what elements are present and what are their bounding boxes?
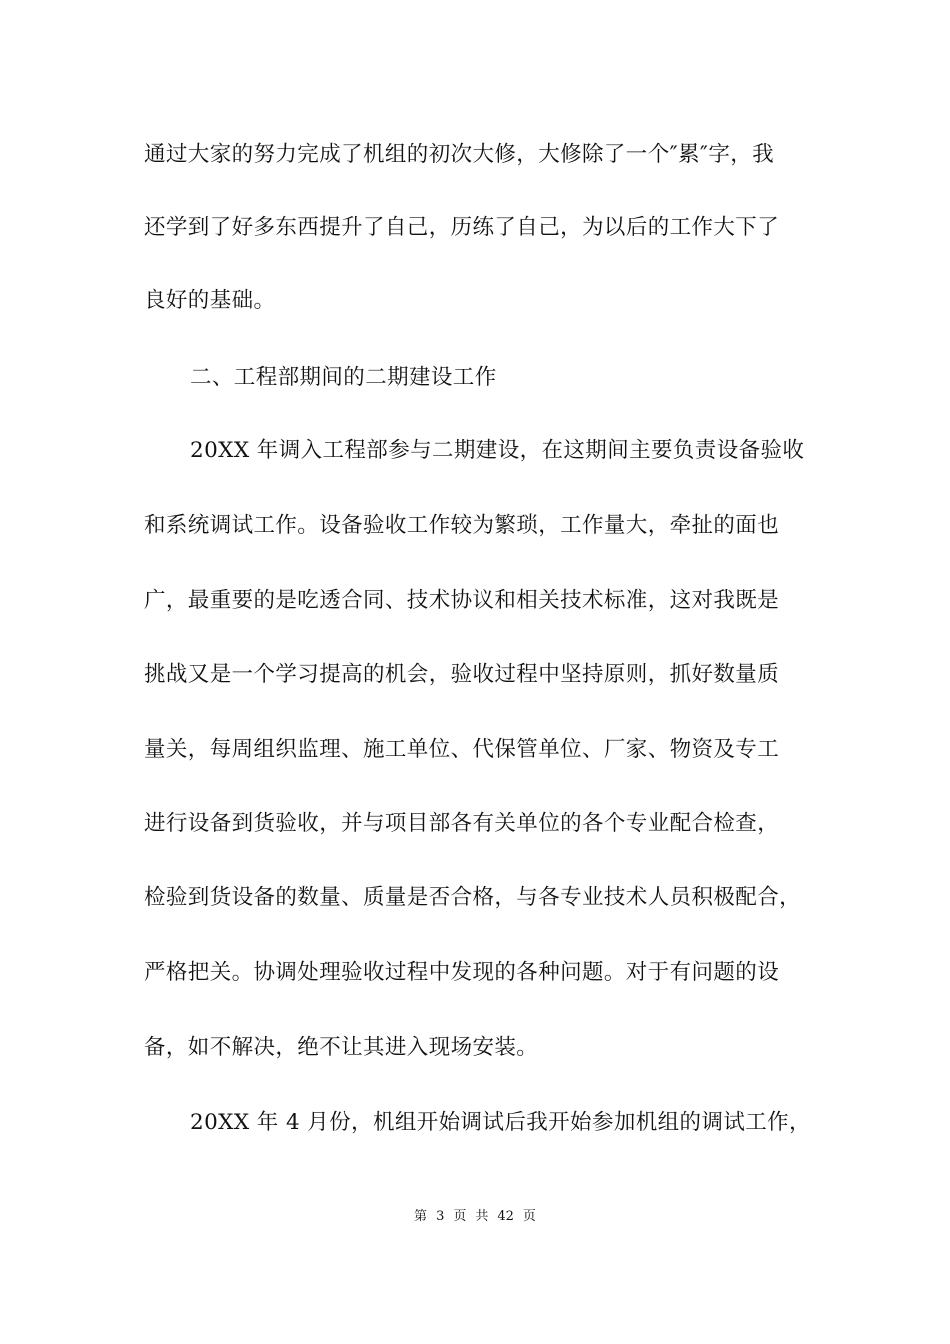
current-page-number: 3 (436, 1209, 445, 1224)
text-line: 和系统调试工作。设备验收工作较为繁琐，工作量大，牵扯的面也 (144, 513, 780, 538)
text-line: 20XX 年调入工程部参与二期建设，在这期间主要负责设备验收 (190, 438, 805, 463)
text-line: 良好的基础。 (144, 288, 276, 313)
footer-total-word: 共 (475, 1209, 489, 1224)
text-line: 广，最重要的是吃透合同、技术协议和相关技术标准，这对我既是 (144, 588, 780, 613)
text-line: 检验到货设备的数量、质量是否合格，与各专业技术人员积极配合， (144, 885, 802, 910)
text-line: 通过大家的努力完成了机组的初次大修，大修除了一个″累″字，我 (144, 142, 775, 167)
text-line: 还学到了好多东西提升了自己，历练了自己，为以后的工作大下了 (144, 215, 780, 240)
text-line: 挑战又是一个学习提高的机会，验收过程中坚持原则，抓好数量质 (144, 662, 780, 687)
footer-page-word: 页 (453, 1209, 467, 1224)
section-heading: 二、工程部期间的二期建设工作 (190, 365, 497, 390)
text-line: 进行设备到货验收，并与项目部各有关单位的各个专业配合检查， (144, 811, 780, 836)
total-pages-number: 42 (497, 1209, 514, 1224)
footer-suffix: 页 (522, 1209, 536, 1224)
text-line: 20XX 年 4 月份，机组开始调试后我开始参加机组的调试工作， (190, 1110, 811, 1135)
footer-prefix: 第 (414, 1209, 428, 1224)
text-line: 严格把关。协调处理验收过程中发现的各种问题。对于有问题的设 (144, 960, 780, 985)
text-line: 量关，每周组织监理、施工单位、代保管单位、厂家、物资及专工 (144, 737, 780, 762)
page-footer (0, 1208, 950, 1226)
text-line: 备，如不解决，绝不让其进入现场安装。 (144, 1035, 539, 1060)
